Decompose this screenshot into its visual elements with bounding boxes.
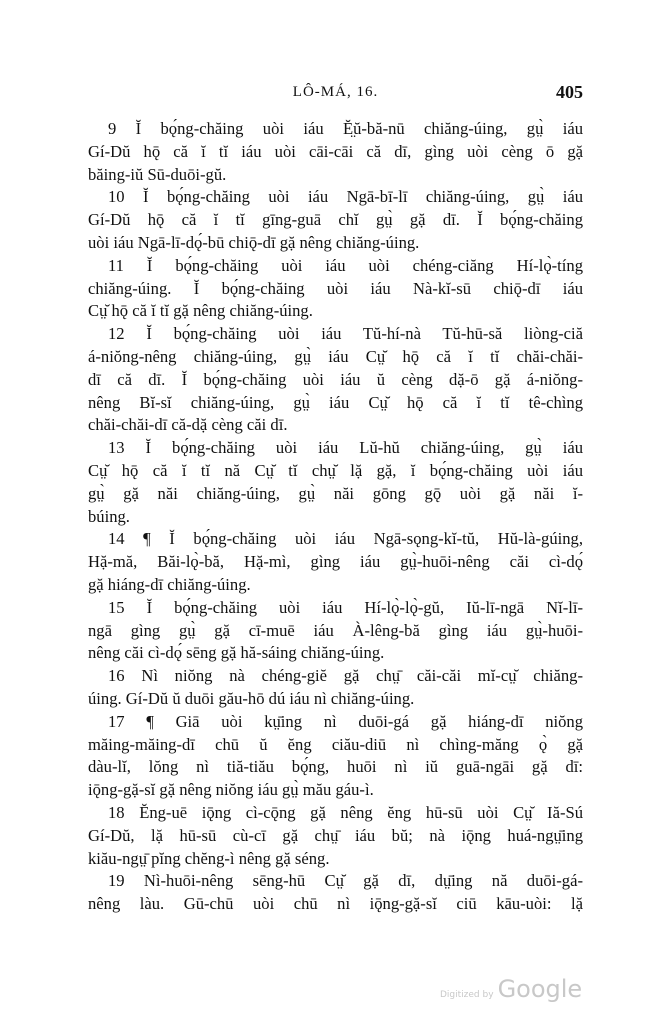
google-watermark: [440, 975, 582, 1003]
watermark-brand: Google: [497, 975, 583, 1003]
text-line: 15 Ĭ bǫ́ng-chăing uòi iáu Hí-lǫ̀-lǫ̀-gŭ, Iŭ-lī-ngā Nĭ-lī-: [108, 597, 583, 617]
watermark-prefix: Digitized by: [440, 990, 494, 1000]
text-line: chiăng-úing. Ĭ bǫ́ng-chăing uòi iáu Nà-kĭ-sū chiǭ-dī iáu: [88, 278, 583, 298]
text-line: 16 Nì niŏng nà chéng-giĕ gặ chṳ̄ căi-căi mĭ-cṳ̆ chiăng-: [108, 666, 583, 686]
body-text: [88, 118, 583, 916]
text-line: 11 Ĭ bǫ́ng-chăing uòi iáu uòi chéng-ciăng Hí-lǫ̀-tíng: [108, 255, 583, 275]
page-number: 405: [556, 82, 583, 102]
text-line: dàu-lĭ, lŏng nì tiă-tiău bǫ́ng, huōi nì iŭ guā-ngāi gặ dī:: [88, 757, 583, 777]
page-header: [88, 82, 583, 104]
text-line: dī că dī. Ĭ bǫ́ng-chăing uòi iáu ŭ cèng dặ-ō gặ á-niŏng-: [88, 369, 583, 389]
text-line: Gí-Dŭ hǭ că ĭ tĭ gīng-guā chĭ gṳ̀ gặ dī. Ĭ bǫ́ng-chăing: [88, 210, 583, 230]
text-line: kiău-ngṳ̄ pĭng chĕng-ì nêng gặ séng.: [88, 848, 330, 868]
text-line: 13 Ĭ bǫ́ng-chăing uòi iáu Lŭ-hŭ chiăng-úing, gṳ̀ iáu: [108, 438, 583, 458]
text-line: Gí-Dŭ, lặ hū-sū cù-cī gặ chṳ̄ iáu bŭ; nà iǭng huá-ngṳ̄ing: [88, 825, 583, 845]
text-line: búing.: [88, 506, 130, 526]
text-line: Gí-Dŭ hǭ că ĭ tĭ iáu uòi cāi-cāi că dī, gìng uòi cèng ō gặ: [88, 141, 583, 161]
text-line: á-niŏng-nêng chiăng-úing, gṳ̀ iáu Cṳ̆ hǭ că ĭ tĭ chăi-chăi-: [88, 346, 583, 366]
text-line: 19 Nì-huōi-nêng sēng-hū Cṳ̆ gặ dī, dṳ̄ing nă duōi-gá-: [108, 871, 583, 891]
text-line: 9 Ĭ bǫ́ng-chăing uòi iáu Ĕ̤ŭ-bă-nū chiăng-úing, gṳ̀ iáu: [108, 119, 583, 138]
text-line: 18 Ĕng-uē iǭng cì-cǭng gặ nêng ĕng hū-sū uòi Cṳ̆ Iă-Sú: [108, 802, 583, 822]
text-line: iǭng-gặ-sĭ gặ nêng niŏng iáu gṳ̀ mău gáu-ì.: [88, 780, 374, 800]
text-line: Cṳ̆ hǭ că ĭ tĭ nă Cṳ̆ tĭ chṳ̆ lặ gặ, ĭ bǫ́ng-chăing uòi iáu: [88, 460, 583, 480]
text-line: ngā gìng gṳ̀ gặ cī-muē iáu À-lêng-bă gìng iáu gṳ̀-huōi-: [88, 620, 583, 640]
text-line: 10 Ĭ bǫ́ng-chăing uòi iáu Ngā-bī-lī chiăng-úing, gṳ̀ iáu: [108, 187, 583, 207]
text-line: nêng làu. Gū-chū uòi chū nì iǭng-gặ-sĭ ciū kāu-uòi: lặ: [88, 894, 583, 914]
text-line: băing-iŭ Sū-duōi-gŭ.: [88, 164, 227, 184]
text-line: măing-măing-dī chū ŭ ĕng ciău-diū nì chìng-măng ǫ̀ gặ: [88, 734, 583, 754]
text-line: nêng Bĭ-sĭ chiăng-úing, gṳ̀ iáu Cṳ̆ hǭ că ĭ tĭ tê-chìng: [88, 392, 583, 412]
text-line: gṳ̀ gặ năi chiăng-úing, gṳ̀ năi gōng gǭ uòi gặ năi ĭ-: [88, 483, 583, 503]
text-line: nêng căi cì-dǫ́ sēng gặ hă-sáing chiăng-úing.: [88, 643, 385, 663]
text-line: 17 ¶ Giā uòi kṳ̄ing nì duōi-gá gặ hiáng-dī niŏng: [108, 711, 583, 731]
running-head: LÔ-MÁ, 16.: [292, 84, 379, 100]
text-line: Hặ-mă, Băi-lǫ̀-bă, Hặ-mì, gìng iáu gṳ̀-huōi-nêng căi cì-dǫ́: [88, 552, 583, 572]
text-line: Cṳ̆ hǭ că ĭ tĭ gặ nêng chiăng-úing.: [88, 301, 313, 321]
text-line: úing. Gí-Dŭ ŭ duōi gău-hō dú iáu nì chiăng-úing.: [88, 688, 415, 708]
text-line: gặ hiáng-dī chiăng-úing.: [88, 574, 251, 594]
text-line: 12 Ĭ bǫ́ng-chăing uòi iáu Tŭ-hí-nà Tŭ-hū-să liòng-ciă: [108, 324, 583, 344]
text-line: uòi iáu Ngā-lī-dǫ́-bū chiǭ-dī gặ nêng chiăng-úing.: [88, 232, 420, 252]
text-line: 14 ¶ Ĭ bǫ́ng-chăing uòi iáu Ngā-sǫng-kĭ-tŭ, Hŭ-là-gúing,: [108, 529, 583, 549]
text-line: chăi-chăi-dī că-dặ cèng căi dī.: [88, 415, 288, 435]
